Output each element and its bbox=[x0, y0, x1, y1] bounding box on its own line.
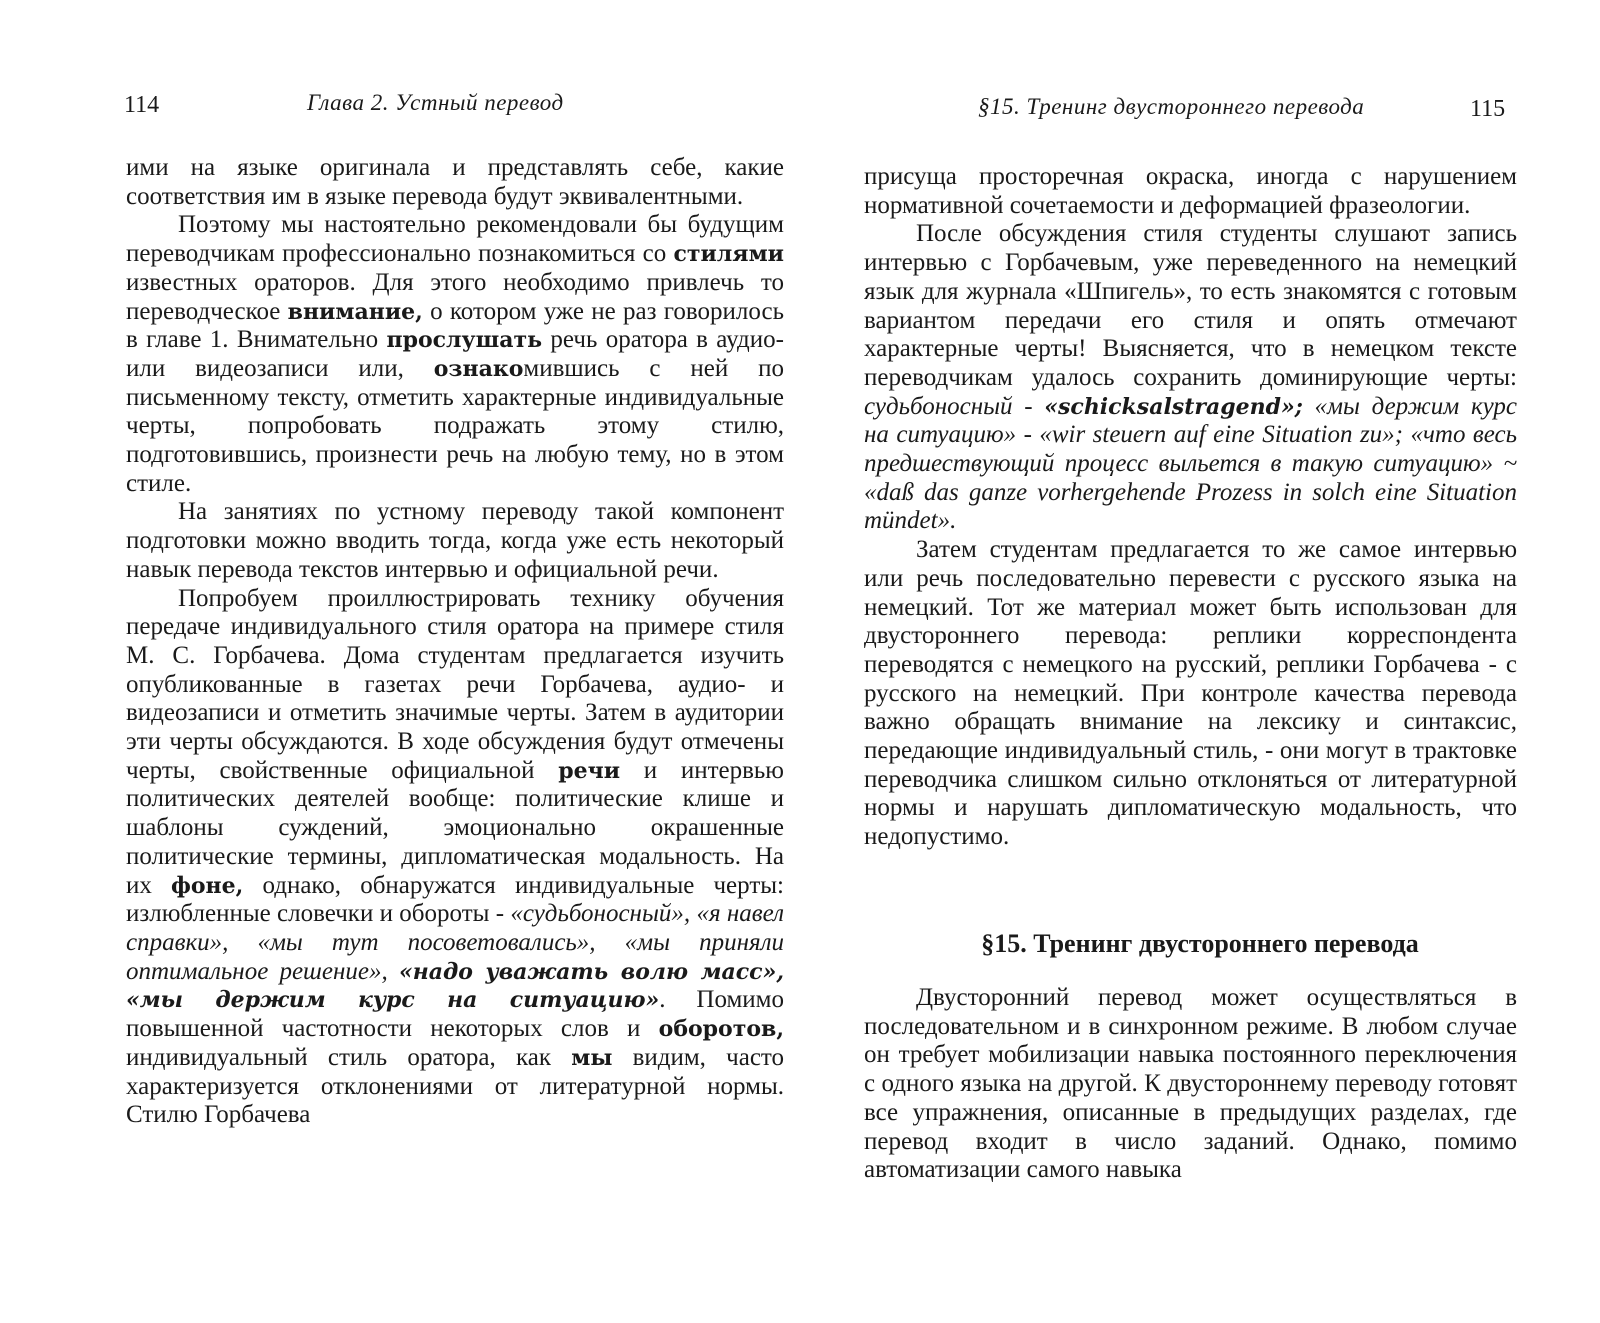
text-run: известных ораторов. Для этого необходимо привлечь то переводческое bbox=[126, 268, 784, 325]
text-run: присуща просторечная окраска, иногда с нарушением нормативной сочетаемости и деформацией фразеологии. bbox=[864, 163, 1517, 219]
text-run: Двусторонний перевод может осуществляться в последовательном и в синхронном режиме. В любом случае он требует мобилизации навыка постоянного переключения с одного языка на другой. К двустороннему переводу готовят все упражнения, описанные в предыдущих разделах, где перевод входит в число заданий. Однако, помимо автоматизации самого навыка bbox=[864, 984, 1517, 1184]
right-body-text bbox=[864, 163, 1517, 852]
text-run: На занятиях по устному переводу такой компонент подготовки можно вводить тогда, когда уже есть некоторый навык перевода текстов интервью и официальной речи. bbox=[126, 498, 784, 583]
paragraph bbox=[864, 163, 1517, 220]
bold-term: оборотов, bbox=[658, 1016, 784, 1043]
section-title: §15. Тренинг двустороннего перевода bbox=[981, 929, 1419, 958]
paragraph bbox=[864, 536, 1517, 852]
italic-quote: судьбоносный - bbox=[864, 392, 1045, 420]
text-run: речь оратора в аудио- или видеозаписи или, bbox=[126, 326, 784, 382]
text-run: однако, обнаружатся индивидуальные черты: излюбленные словечки и обороты - bbox=[126, 871, 784, 928]
bold-term: стилями bbox=[673, 241, 784, 268]
paragraph bbox=[126, 585, 784, 1130]
left-body-text bbox=[126, 154, 784, 1130]
paragraph bbox=[864, 220, 1517, 536]
text-run: мившись с ней по письменному тексту, отметить характерные индивидуальные черты, попробовать подражать этому стилю, подготовившись, произнести речь на любую тему, но в этом стиле. bbox=[126, 354, 784, 497]
right-page bbox=[800, 0, 1600, 1323]
paragraph bbox=[126, 498, 784, 584]
bold-term: фоне, bbox=[171, 872, 244, 899]
text-run: . Помимо повышенной частотности некоторых слов и bbox=[126, 986, 784, 1043]
text-run: о котором уже не раз говорилось в главе 1. Внимательно bbox=[126, 297, 784, 354]
bold-italic-quote: «надо уважать волю масс», «мы держим курс на ситуацию» bbox=[126, 958, 784, 1014]
text-run: и интервью политических деятелей вообще: политические клише и шаблоны суждений, эмоционально окрашенные политические термины, дипломатическая модальность. На их bbox=[126, 756, 784, 899]
bold-term: мы bbox=[571, 1044, 613, 1071]
running-head-right: §15. Тренинг двустороннего перевода bbox=[978, 94, 1365, 119]
text-run: видим, часто характеризуется отклонениями от литературной нормы. Стилю Горбачева bbox=[126, 1043, 785, 1129]
text-run: индивидуальный стиль оратора, как bbox=[126, 1043, 572, 1071]
paragraph bbox=[126, 211, 784, 498]
text-run: ими на языке оригинала и представлять себе, какие соответствия им в языке перевода будут эквивалентными. bbox=[126, 154, 784, 210]
running-head-left: Глава 2. Устный перевод bbox=[307, 90, 564, 115]
bold-term: прослушать bbox=[386, 327, 543, 354]
section-body-text bbox=[864, 984, 1517, 1185]
text-run: Затем студентам предлагается то же самое интервью или речь последовательно перевести с русского языка на немецкий. Тот же материал может быть использован для двустороннего перевода: реплики корреспондента переводятся с немецкого на русский, реплики Горбачева - с русского на немецкий. При контроле качества перевода важно обращать внимание на лексику и синтаксис, передающие индивидуальный стиль, - они могут в трактовке переводчика слишком сильно отклоняться от литературной нормы и нарушать дипломатическую модальность, что недопустимо. bbox=[864, 536, 1517, 851]
text-run: Попробуем проиллюстрировать технику обучения передаче индивидуального стиля оратора на примере стиля М. С. Горбачева. Дома студентам предлагается изучить опубликованные в газетах речи Горбачева, аудио- и видеозаписи и отметить значимые черты. Затем в аудитории эти черты обсуждаются. В ходе обсуждения будут отмечены черты, свойственные официальной bbox=[126, 584, 784, 784]
page-number-right: 115 bbox=[1470, 96, 1506, 122]
italic-quote: «судьбоносный», «я навел справки», «мы тут посоветовались», «мы приняли оптимальное решение», bbox=[126, 900, 784, 985]
bold-term: речи bbox=[558, 757, 621, 784]
italic-quote: «мы держим курс на ситуацию» - «wir steuern auf eine Situation zu»; «что весь предшествующий процесс выльется в такую ситуацию» ~ «daß das ganze vorhergehende Prozess in solch eine Situation mündet». bbox=[864, 392, 1518, 535]
page-number-left: 114 bbox=[124, 92, 160, 118]
bold-term: ознако bbox=[433, 355, 524, 382]
text-run: Поэтому мы настоятельно рекомендовали бы будущим переводчикам профессионально познакомиться со bbox=[126, 211, 784, 268]
paragraph bbox=[864, 984, 1517, 1185]
bold-italic-quote: «schicksalstragend»; bbox=[1044, 393, 1303, 420]
text-run: После обсуждения стиля студенты слушают запись интервью с Горбачевым, уже переведенного на немецкий язык для журнала «Шпигель», то есть знакомятся с готовым вариантом передачи его стиля и опять отмечают характерные черты! Выясняется, что в немецком тексте переводчикам удалось сохранить доминирующие черты: bbox=[864, 220, 1517, 391]
paragraph bbox=[126, 154, 784, 211]
bold-term: внимание, bbox=[287, 298, 423, 325]
